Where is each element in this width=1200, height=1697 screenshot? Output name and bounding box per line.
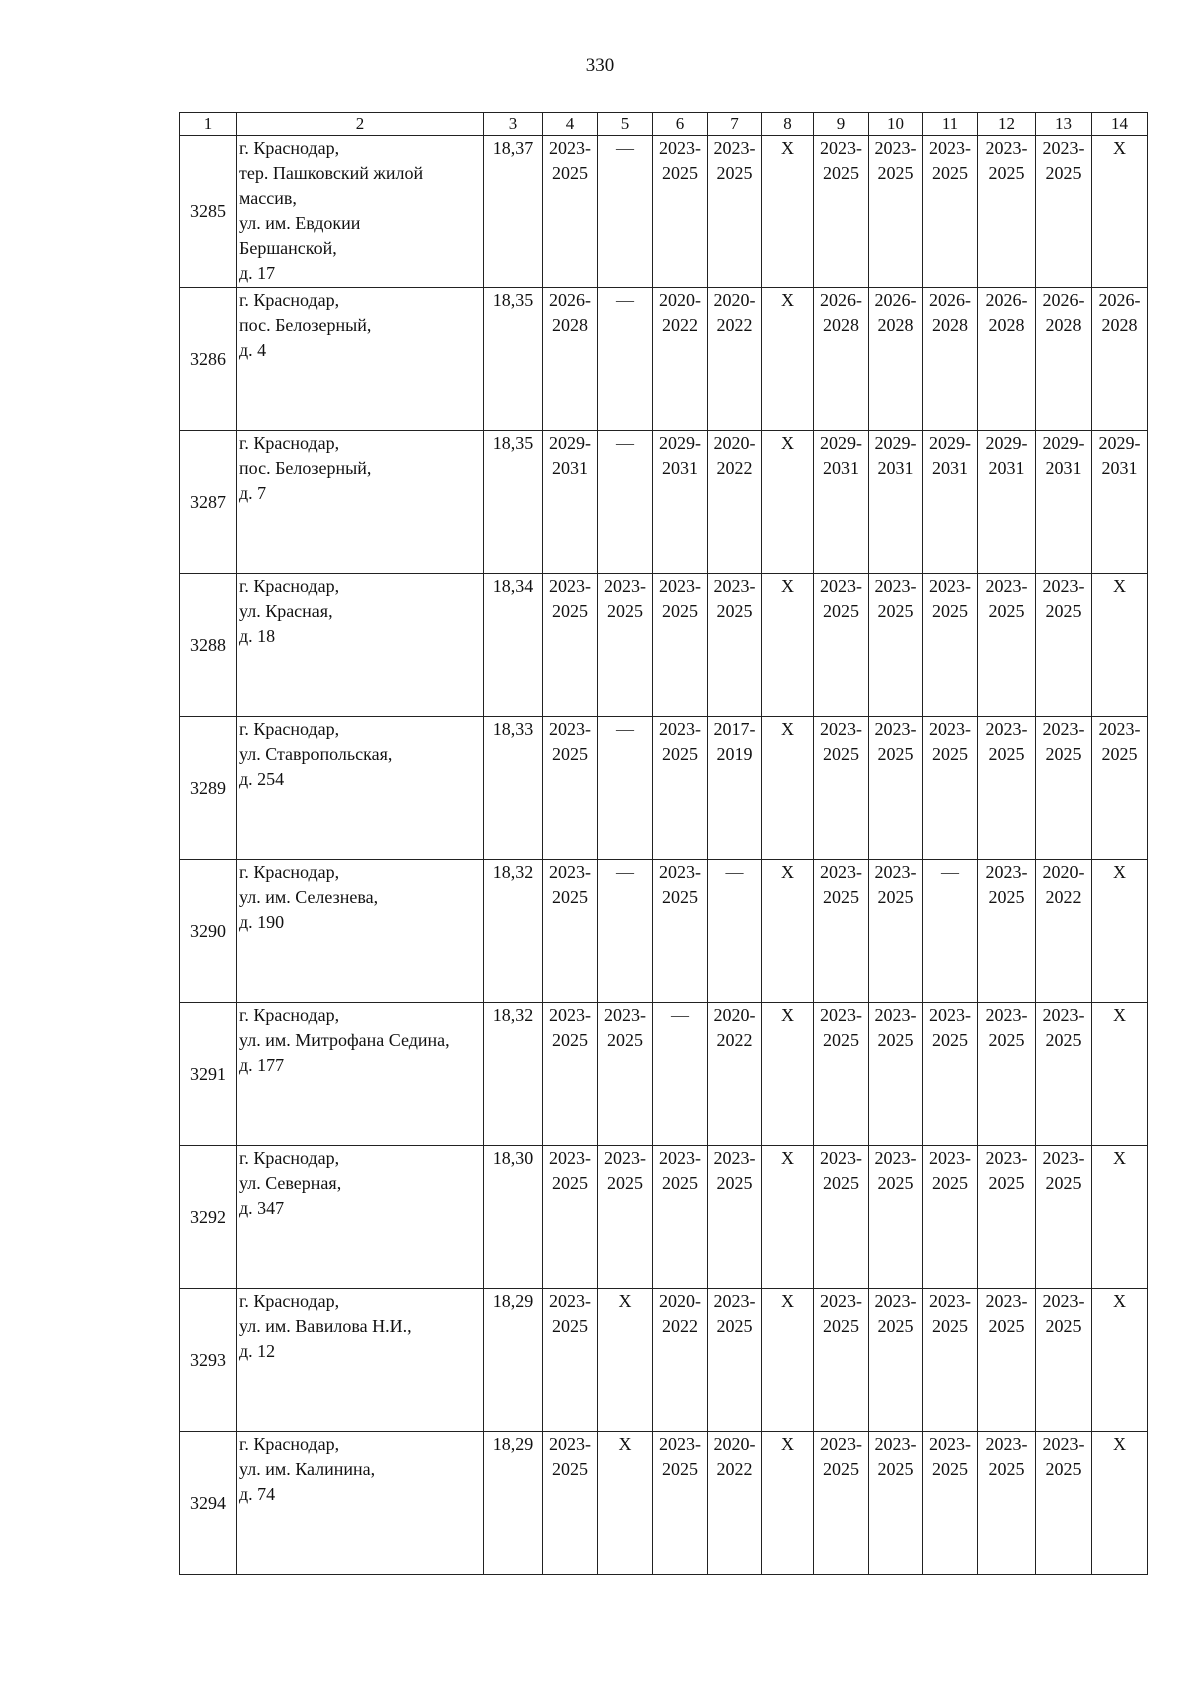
value-cell-col-9: 2023- 2025 bbox=[814, 717, 869, 860]
value-cell-col-6: 2023- 2025 bbox=[653, 1432, 708, 1575]
value-cell-col-8: X bbox=[762, 1289, 814, 1432]
value-cell-col-13: 2023- 2025 bbox=[1036, 717, 1092, 860]
value-cell-col-14: X bbox=[1092, 860, 1148, 1003]
record-number: 3289 bbox=[180, 717, 237, 860]
table-row bbox=[180, 574, 1148, 717]
table-row bbox=[180, 431, 1148, 574]
address-line: г. Краснодар, bbox=[239, 1291, 340, 1311]
address-line: пос. Белозерный, bbox=[239, 315, 372, 335]
value-cell-col-7: 2020- 2022 bbox=[708, 431, 762, 574]
value-cell-col-13: 2023- 2025 bbox=[1036, 1146, 1092, 1289]
value-cell-col-6: 2023- 2025 bbox=[653, 1146, 708, 1289]
address-line: г. Краснодар, bbox=[239, 862, 340, 882]
value-cell-col-9: 2023- 2025 bbox=[814, 860, 869, 1003]
value-cell-col-9: 2023- 2025 bbox=[814, 574, 869, 717]
value-cell-col-8: X bbox=[762, 1003, 814, 1146]
value-cell-col-5: — bbox=[598, 717, 653, 860]
value-cell-col-10: 2023- 2025 bbox=[869, 136, 923, 288]
value-cell-col-4: 2023- 2025 bbox=[543, 574, 598, 717]
address-line: д. 7 bbox=[239, 483, 267, 503]
value-cell-col-11: 2029- 2031 bbox=[923, 431, 978, 574]
value-cell-col-14: X bbox=[1092, 136, 1148, 288]
column-header-5: 5 bbox=[598, 113, 653, 136]
value-cell-col-13: 2023- 2025 bbox=[1036, 1003, 1092, 1146]
registry-table bbox=[179, 112, 1148, 1575]
record-number: 3287 bbox=[180, 431, 237, 574]
value-cell-col-12: 2023- 2025 bbox=[978, 136, 1036, 288]
value-cell-col-9: 2023- 2025 bbox=[814, 136, 869, 288]
column-header-10: 10 bbox=[869, 113, 923, 136]
value-cell-col-9: 2023- 2025 bbox=[814, 1146, 869, 1289]
address-line: г. Краснодар, bbox=[239, 433, 340, 453]
value-cell-col-11: 2023- 2025 bbox=[923, 574, 978, 717]
value-cell-col-4: 2023- 2025 bbox=[543, 1289, 598, 1432]
column-header-6: 6 bbox=[653, 113, 708, 136]
value-cell-col-5: — bbox=[598, 288, 653, 431]
table-row bbox=[180, 1003, 1148, 1146]
value-cell-col-5: — bbox=[598, 136, 653, 288]
value-cell-col-4: 2023- 2025 bbox=[543, 1003, 598, 1146]
value-cell-col-5: — bbox=[598, 431, 653, 574]
value-cell-col-14: 2023- 2025 bbox=[1092, 717, 1148, 860]
value-cell-col-13: 2023- 2025 bbox=[1036, 136, 1092, 288]
record-number: 3286 bbox=[180, 288, 237, 431]
value-cell-col-5: X bbox=[598, 1432, 653, 1575]
value-cell-col-9: 2029- 2031 bbox=[814, 431, 869, 574]
value-cell-col-6: 2023- 2025 bbox=[653, 574, 708, 717]
value-cell-col-11: 2023- 2025 bbox=[923, 1146, 978, 1289]
address-line: массив, bbox=[239, 188, 297, 208]
address-line: ул. им. Евдокии bbox=[239, 213, 361, 233]
address-line: д. 254 bbox=[239, 769, 285, 789]
value-cell-col-7: 2020- 2022 bbox=[708, 1432, 762, 1575]
address-line: д. 177 bbox=[239, 1055, 285, 1075]
value-cell-col-5: — bbox=[598, 860, 653, 1003]
address-line: г. Краснодар, bbox=[239, 576, 340, 596]
value-cell-col-3: 18,32 bbox=[484, 860, 543, 1003]
address-line: д. 4 bbox=[239, 340, 267, 360]
column-header-2: 2 bbox=[237, 113, 484, 136]
value-cell-col-11: 2026- 2028 bbox=[923, 288, 978, 431]
value-cell-col-5: 2023- 2025 bbox=[598, 574, 653, 717]
address-line: г. Краснодар, bbox=[239, 1005, 340, 1025]
value-cell-col-9: 2023- 2025 bbox=[814, 1003, 869, 1146]
address-cell bbox=[237, 1432, 484, 1575]
address-cell bbox=[237, 1003, 484, 1146]
value-cell-col-12: 2023- 2025 bbox=[978, 717, 1036, 860]
value-cell-col-3: 18,29 bbox=[484, 1432, 543, 1575]
column-number-header-row bbox=[180, 113, 1148, 136]
table-row bbox=[180, 136, 1148, 288]
address-line: ул. им. Калинина, bbox=[239, 1459, 376, 1479]
value-cell-col-11: — bbox=[923, 860, 978, 1003]
registry-table-body bbox=[180, 136, 1148, 1575]
value-cell-col-10: 2023- 2025 bbox=[869, 1003, 923, 1146]
value-cell-col-14: X bbox=[1092, 1003, 1148, 1146]
column-header-1: 1 bbox=[180, 113, 237, 136]
column-header-12: 12 bbox=[978, 113, 1036, 136]
value-cell-col-11: 2023- 2025 bbox=[923, 1003, 978, 1146]
value-cell-col-7: — bbox=[708, 860, 762, 1003]
value-cell-col-7: 2023- 2025 bbox=[708, 1289, 762, 1432]
address-line: ул. им. Митрофана Седина, bbox=[239, 1030, 450, 1050]
address-cell bbox=[237, 1146, 484, 1289]
value-cell-col-6: 2023- 2025 bbox=[653, 136, 708, 288]
value-cell-col-3: 18,35 bbox=[484, 288, 543, 431]
value-cell-col-4: 2023- 2025 bbox=[543, 1432, 598, 1575]
value-cell-col-8: X bbox=[762, 860, 814, 1003]
value-cell-col-7: 2020- 2022 bbox=[708, 1003, 762, 1146]
address-line: тер. Пашковский жилой bbox=[239, 163, 424, 183]
address-cell bbox=[237, 1289, 484, 1432]
record-number: 3292 bbox=[180, 1146, 237, 1289]
value-cell-col-13: 2020- 2022 bbox=[1036, 860, 1092, 1003]
value-cell-col-6: 2029- 2031 bbox=[653, 431, 708, 574]
value-cell-col-12: 2026- 2028 bbox=[978, 288, 1036, 431]
value-cell-col-4: 2023- 2025 bbox=[543, 1146, 598, 1289]
value-cell-col-8: X bbox=[762, 288, 814, 431]
address-line: д. 74 bbox=[239, 1484, 276, 1504]
value-cell-col-10: 2023- 2025 bbox=[869, 717, 923, 860]
address-line: д. 17 bbox=[239, 263, 276, 283]
value-cell-col-12: 2023- 2025 bbox=[978, 860, 1036, 1003]
value-cell-col-10: 2023- 2025 bbox=[869, 1146, 923, 1289]
value-cell-col-14: 2026- 2028 bbox=[1092, 288, 1148, 431]
address-line: д. 190 bbox=[239, 912, 285, 932]
column-header-3: 3 bbox=[484, 113, 543, 136]
value-cell-col-7: 2023- 2025 bbox=[708, 136, 762, 288]
address-line: Бершанской, bbox=[239, 238, 337, 258]
value-cell-col-3: 18,29 bbox=[484, 1289, 543, 1432]
address-line: г. Краснодар, bbox=[239, 290, 340, 310]
table-row bbox=[180, 717, 1148, 860]
value-cell-col-14: 2029- 2031 bbox=[1092, 431, 1148, 574]
address-cell bbox=[237, 431, 484, 574]
column-header-11: 11 bbox=[923, 113, 978, 136]
address-line: г. Краснодар, bbox=[239, 1148, 340, 1168]
value-cell-col-3: 18,34 bbox=[484, 574, 543, 717]
value-cell-col-6: 2020- 2022 bbox=[653, 1289, 708, 1432]
value-cell-col-8: X bbox=[762, 717, 814, 860]
value-cell-col-13: 2023- 2025 bbox=[1036, 1432, 1092, 1575]
value-cell-col-11: 2023- 2025 bbox=[923, 136, 978, 288]
value-cell-col-6: 2023- 2025 bbox=[653, 860, 708, 1003]
value-cell-col-3: 18,33 bbox=[484, 717, 543, 860]
record-number: 3288 bbox=[180, 574, 237, 717]
value-cell-col-6: 2020- 2022 bbox=[653, 288, 708, 431]
value-cell-col-10: 2023- 2025 bbox=[869, 1289, 923, 1432]
column-header-9: 9 bbox=[814, 113, 869, 136]
address-line: д. 347 bbox=[239, 1198, 285, 1218]
address-line: пос. Белозерный, bbox=[239, 458, 372, 478]
record-number: 3290 bbox=[180, 860, 237, 1003]
address-line: г. Краснодар, bbox=[239, 1434, 340, 1454]
table-row bbox=[180, 1432, 1148, 1575]
value-cell-col-4: 2026- 2028 bbox=[543, 288, 598, 431]
value-cell-col-9: 2023- 2025 bbox=[814, 1432, 869, 1575]
value-cell-col-9: 2026- 2028 bbox=[814, 288, 869, 431]
address-line: ул. Красная, bbox=[239, 601, 333, 621]
value-cell-col-10: 2023- 2025 bbox=[869, 1432, 923, 1575]
value-cell-col-10: 2023- 2025 bbox=[869, 860, 923, 1003]
value-cell-col-13: 2026- 2028 bbox=[1036, 288, 1092, 431]
address-line: ул. Северная, bbox=[239, 1173, 342, 1193]
record-number: 3293 bbox=[180, 1289, 237, 1432]
table-row bbox=[180, 288, 1148, 431]
value-cell-col-5: 2023- 2025 bbox=[598, 1003, 653, 1146]
column-header-7: 7 bbox=[708, 113, 762, 136]
value-cell-col-14: X bbox=[1092, 1289, 1148, 1432]
value-cell-col-8: X bbox=[762, 431, 814, 574]
column-header-13: 13 bbox=[1036, 113, 1092, 136]
address-line: ул. Ставропольская, bbox=[239, 744, 393, 764]
value-cell-col-10: 2026- 2028 bbox=[869, 288, 923, 431]
value-cell-col-14: X bbox=[1092, 1146, 1148, 1289]
address-cell bbox=[237, 288, 484, 431]
address-line: г. Краснодар, bbox=[239, 719, 340, 739]
value-cell-col-4: 2023- 2025 bbox=[543, 136, 598, 288]
address-line: д. 12 bbox=[239, 1341, 276, 1361]
value-cell-col-7: 2023- 2025 bbox=[708, 1146, 762, 1289]
value-cell-col-4: 2029- 2031 bbox=[543, 431, 598, 574]
value-cell-col-14: X bbox=[1092, 1432, 1148, 1575]
value-cell-col-7: 2017- 2019 bbox=[708, 717, 762, 860]
value-cell-col-9: 2023- 2025 bbox=[814, 1289, 869, 1432]
value-cell-col-3: 18,35 bbox=[484, 431, 543, 574]
address-cell bbox=[237, 136, 484, 288]
record-number: 3285 bbox=[180, 136, 237, 288]
table-row bbox=[180, 860, 1148, 1003]
value-cell-col-11: 2023- 2025 bbox=[923, 1289, 978, 1432]
value-cell-col-3: 18,37 bbox=[484, 136, 543, 288]
column-header-8: 8 bbox=[762, 113, 814, 136]
address-line: д. 18 bbox=[239, 626, 276, 646]
value-cell-col-10: 2029- 2031 bbox=[869, 431, 923, 574]
address-cell bbox=[237, 860, 484, 1003]
value-cell-col-8: X bbox=[762, 1146, 814, 1289]
value-cell-col-5: X bbox=[598, 1289, 653, 1432]
column-header-4: 4 bbox=[543, 113, 598, 136]
value-cell-col-12: 2023- 2025 bbox=[978, 574, 1036, 717]
value-cell-col-7: 2023- 2025 bbox=[708, 574, 762, 717]
value-cell-col-13: 2023- 2025 bbox=[1036, 1289, 1092, 1432]
record-number: 3291 bbox=[180, 1003, 237, 1146]
address-cell bbox=[237, 574, 484, 717]
value-cell-col-12: 2029- 2031 bbox=[978, 431, 1036, 574]
value-cell-col-13: 2029- 2031 bbox=[1036, 431, 1092, 574]
address-line: г. Краснодар, bbox=[239, 138, 340, 158]
value-cell-col-4: 2023- 2025 bbox=[543, 717, 598, 860]
value-cell-col-6: 2023- 2025 bbox=[653, 717, 708, 860]
address-cell bbox=[237, 717, 484, 860]
value-cell-col-3: 18,30 bbox=[484, 1146, 543, 1289]
record-number: 3294 bbox=[180, 1432, 237, 1575]
address-line: ул. им. Селезнева, bbox=[239, 887, 379, 907]
value-cell-col-12: 2023- 2025 bbox=[978, 1432, 1036, 1575]
value-cell-col-5: 2023- 2025 bbox=[598, 1146, 653, 1289]
value-cell-col-7: 2020- 2022 bbox=[708, 288, 762, 431]
value-cell-col-4: 2023- 2025 bbox=[543, 860, 598, 1003]
value-cell-col-13: 2023- 2025 bbox=[1036, 574, 1092, 717]
value-cell-col-12: 2023- 2025 bbox=[978, 1289, 1036, 1432]
value-cell-col-12: 2023- 2025 bbox=[978, 1003, 1036, 1146]
value-cell-col-8: X bbox=[762, 574, 814, 717]
table-row bbox=[180, 1289, 1148, 1432]
value-cell-col-11: 2023- 2025 bbox=[923, 717, 978, 860]
value-cell-col-3: 18,32 bbox=[484, 1003, 543, 1146]
value-cell-col-14: X bbox=[1092, 574, 1148, 717]
value-cell-col-12: 2023- 2025 bbox=[978, 1146, 1036, 1289]
page-number: 330 bbox=[585, 55, 615, 76]
column-header-14: 14 bbox=[1092, 113, 1148, 136]
value-cell-col-8: X bbox=[762, 136, 814, 288]
value-cell-col-6: — bbox=[653, 1003, 708, 1146]
value-cell-col-8: X bbox=[762, 1432, 814, 1575]
value-cell-col-11: 2023- 2025 bbox=[923, 1432, 978, 1575]
value-cell-col-10: 2023- 2025 bbox=[869, 574, 923, 717]
address-line: ул. им. Вавилова Н.И., bbox=[239, 1316, 412, 1336]
table-row bbox=[180, 1146, 1148, 1289]
